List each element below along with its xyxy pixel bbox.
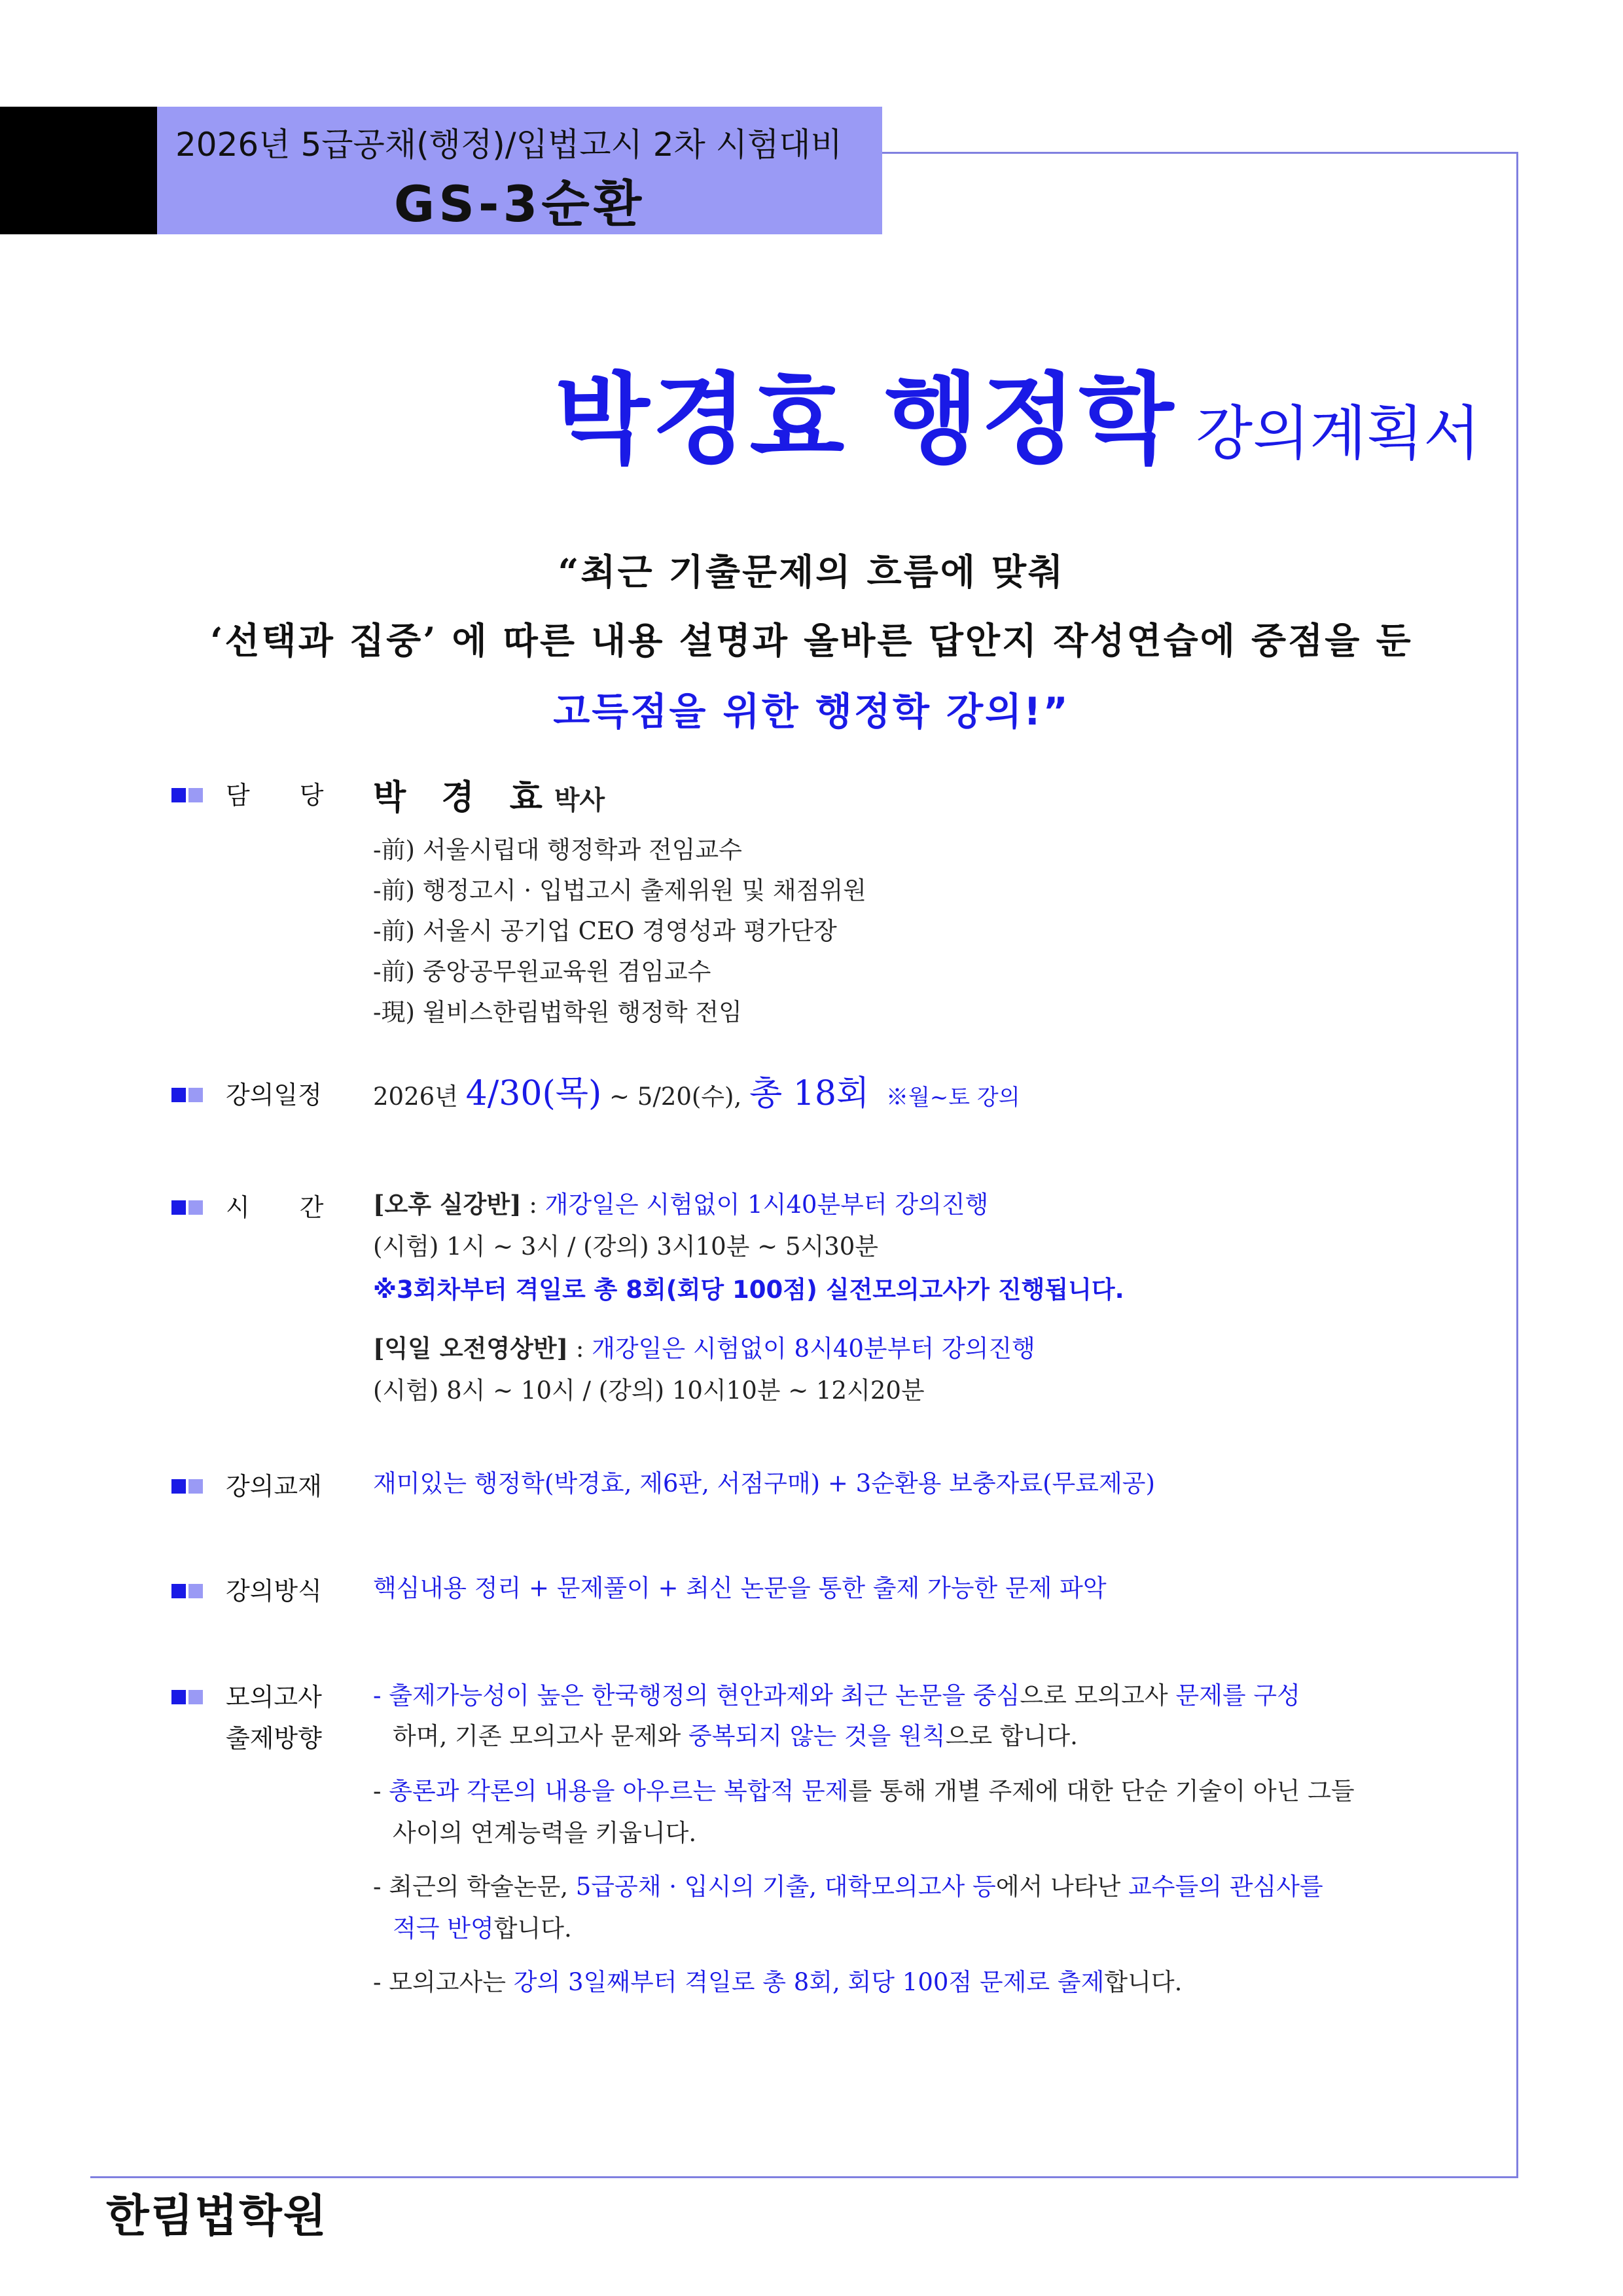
mock-point-2a bbox=[373, 1771, 1355, 1806]
mock-text: 중복되지 않는 것을 원칙 bbox=[688, 1722, 946, 1750]
bullet-time bbox=[171, 1191, 205, 1220]
schedule-year: 2026년 bbox=[373, 1083, 458, 1111]
label-method: 강의방식 bbox=[226, 1577, 322, 1605]
mock-text: - 출제가능성이 높은 한국행정의 현안과제와 최근 논문을 중심 bbox=[373, 1681, 1020, 1710]
schedule-total: 총 18회 bbox=[749, 1074, 870, 1113]
frame-top-border bbox=[882, 152, 1518, 154]
mock-text: 5급공채 · 입시의 기출, 대학모의고사 등 bbox=[575, 1873, 996, 1901]
career-item: -前) 중앙공무원교육원 겸임교수 bbox=[373, 958, 711, 986]
mock-point-4 bbox=[373, 1962, 1182, 1998]
mock-text: - bbox=[373, 1777, 389, 1805]
quote-line-2: ‘선택과 집중’ 에 따른 내용 설명과 올바른 답안지 작성연습에 중점을 둔 bbox=[210, 619, 1413, 662]
mock-text: 합니다. bbox=[493, 1914, 572, 1943]
pm-note: ※3회차부터 격일로 총 8회(회당 100점) 실전모의고사가 진행됩니다. bbox=[373, 1276, 1124, 1304]
mock-text: 교수들의 관심사를 bbox=[1128, 1873, 1323, 1901]
mock-text: 으로 모의고사 bbox=[1020, 1681, 1176, 1710]
schedule-end: ~ 5/20(수), bbox=[609, 1083, 742, 1111]
label-textbook: 강의교재 bbox=[226, 1472, 322, 1501]
mock-text: - 모의고사는 bbox=[373, 1968, 514, 1996]
mock-text: 를 통해 개별 주제에 대한 단순 기술이 아닌 그들 bbox=[848, 1777, 1355, 1805]
mock-text: 총론과 각론의 내용을 아우르는 복합적 문제 bbox=[389, 1777, 849, 1805]
schedule-note: ※월~토 강의 bbox=[885, 1085, 1020, 1111]
page-title bbox=[555, 340, 1480, 482]
am-class-line: [익일 오전영상반] : 개강일은 시험없이 8시40분부터 강의진행 bbox=[373, 1334, 1035, 1363]
schedule-start: 4/30(목) bbox=[465, 1074, 602, 1113]
footer-logo: 한림법학원 bbox=[106, 2191, 328, 2242]
quote-line-3: 고득점을 위한 행정학 강의!” bbox=[553, 689, 1070, 734]
pm-class-line: [오후 실강반] : 개강일은 시험없이 1시40분부터 강의진행 bbox=[373, 1190, 989, 1219]
bullet-mock bbox=[171, 1681, 205, 1710]
am-class: [익일 오전영상반] bbox=[373, 1334, 569, 1363]
mock-point-3b bbox=[393, 1909, 572, 1944]
label-instructor: 담 당 bbox=[226, 781, 324, 810]
am-desc: 개강일은 시험없이 8시40분부터 강의진행 bbox=[592, 1335, 1035, 1363]
mock-text: 에서 나타난 bbox=[995, 1873, 1128, 1901]
mock-text: 합니다. bbox=[1104, 1968, 1183, 1996]
header-black-block bbox=[0, 107, 157, 234]
pm-desc: 개강일은 시험없이 1시40분부터 강의진행 bbox=[544, 1191, 989, 1219]
bullet-textbook bbox=[171, 1470, 205, 1499]
instructor-name: 박 경 효 bbox=[373, 778, 554, 817]
mock-text: 으로 합니다. bbox=[945, 1722, 1078, 1750]
method-value: 핵심내용 정리 + 문제풀이 + 최신 논문을 통한 출제 가능한 문제 파악 bbox=[373, 1574, 1107, 1602]
course-name: GS-3순환 bbox=[393, 175, 646, 233]
instructor-title: 박사 bbox=[554, 785, 605, 816]
am-times: (시험) 8시 ~ 10시 / (강의) 10시10분 ~ 12시20분 bbox=[373, 1376, 925, 1405]
label-mock-2: 출제방향 bbox=[226, 1724, 322, 1753]
mock-point-1a bbox=[373, 1676, 1300, 1711]
mock-text: - 최근의 학술논문, bbox=[373, 1873, 576, 1901]
instructor-name-line bbox=[373, 770, 605, 819]
mock-point-3a bbox=[373, 1867, 1323, 1902]
textbook-value: 재미있는 행정학(박경효, 제6판, 서점구매) + 3순환용 보충자료(무료제공) bbox=[373, 1469, 1155, 1498]
bullet-method bbox=[171, 1575, 205, 1604]
mock-point-2b: 사이의 연계능력을 키웁니다. bbox=[393, 1819, 697, 1847]
schedule-value bbox=[373, 1066, 1020, 1115]
career-item: -前) 행정고시 · 입법고시 출제위원 및 채점위원 bbox=[373, 876, 866, 905]
bullet-instructor bbox=[171, 779, 205, 808]
quote-line-1: “최근 기출문제의 흐름에 맞춰 bbox=[558, 550, 1065, 593]
title-sub: 강의계획서 bbox=[1196, 399, 1480, 468]
header-banner bbox=[157, 107, 882, 234]
title-main: 박경효 행정학 bbox=[554, 363, 1177, 477]
frame-bottom-border bbox=[90, 2176, 1518, 2178]
frame-right-border bbox=[1516, 152, 1518, 2178]
header-subtitle: 2026년 5급공채(행정)/입법고시 2차 시험대비 bbox=[175, 126, 842, 164]
mock-text: 적극 반영 bbox=[393, 1914, 494, 1943]
career-item: -現) 윌비스한림법학원 행정학 전임 bbox=[373, 998, 742, 1026]
mock-text: 문제를 구성 bbox=[1175, 1681, 1300, 1710]
bullet-schedule bbox=[171, 1079, 205, 1107]
label-mock-1: 모의고사 bbox=[226, 1683, 322, 1712]
pm-class: [오후 실강반] bbox=[373, 1190, 522, 1219]
pm-times: (시험) 1시 ~ 3시 / (강의) 3시10분 ~ 5시30분 bbox=[373, 1232, 879, 1261]
career-item: -前) 서울시립대 행정학과 전임교수 bbox=[373, 836, 742, 864]
mock-text: 강의 3일째부터 격일로 총 8회, 회당 100점 문제로 출제 bbox=[513, 1968, 1105, 1996]
label-schedule: 강의일정 bbox=[226, 1081, 322, 1109]
career-item: -前) 서울시 공기업 CEO 경영성과 평가단장 bbox=[373, 917, 837, 945]
mock-point-1b bbox=[393, 1716, 1078, 1751]
label-time: 시 간 bbox=[226, 1193, 324, 1222]
mock-text: 하며, 기존 모의고사 문제와 bbox=[393, 1722, 688, 1750]
